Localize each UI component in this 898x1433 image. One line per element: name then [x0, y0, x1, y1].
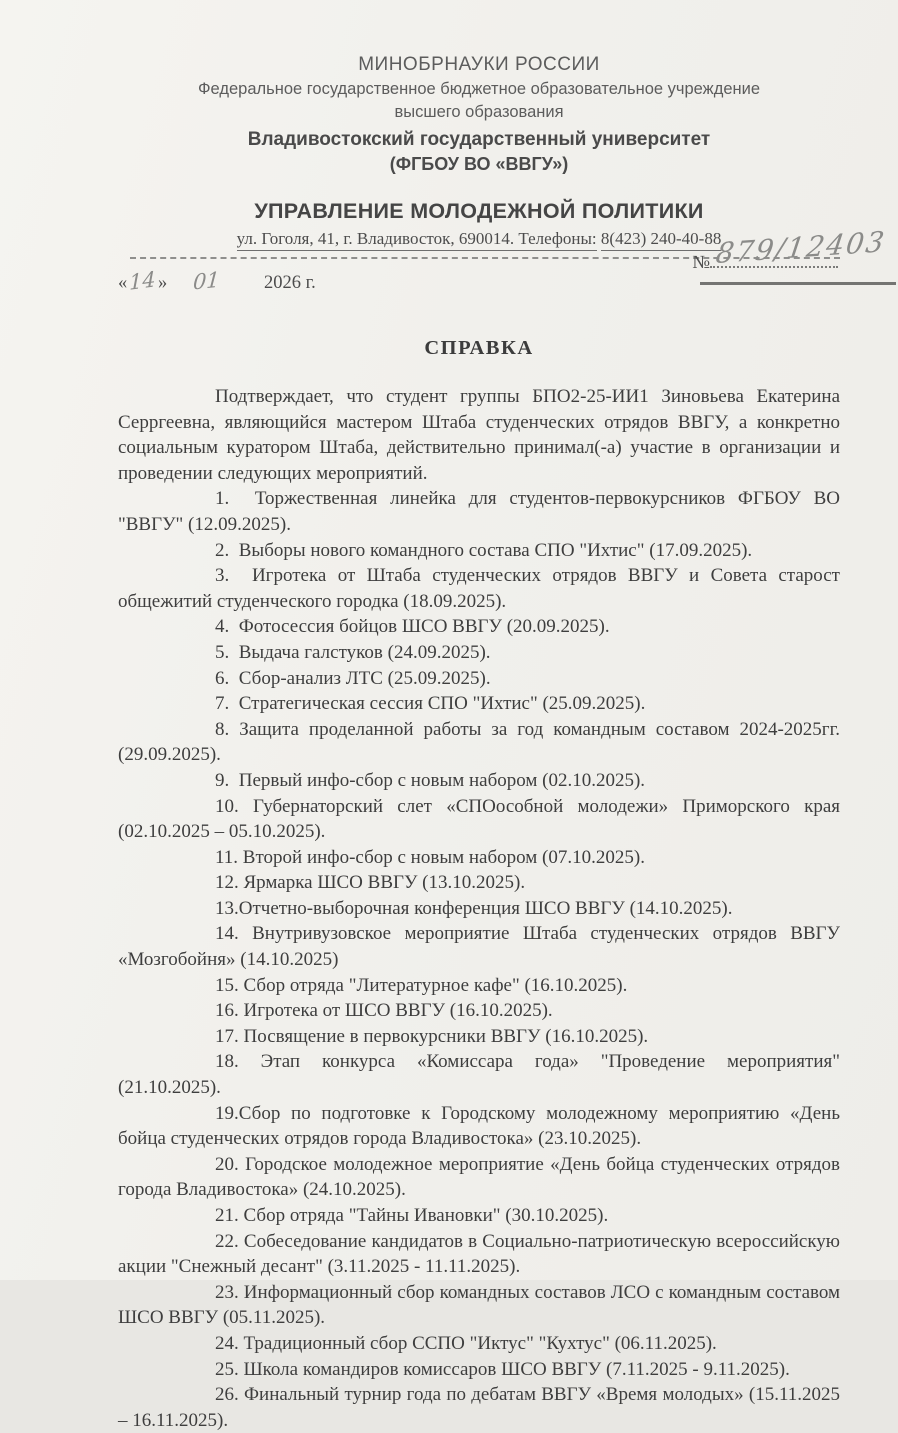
list-item: 10. Губернаторский слет «СПОособной молодежи» Приморского края (02.10.2025 – 05.10.2025). [118, 795, 840, 843]
org-line-1: Федеральное государственное бюджетное образовательное учреждение [197, 80, 761, 98]
year-label: 2026 г. [263, 273, 316, 293]
list-item: 8. Защита проделанной работы за год командным составом 2024-2025гг. (29.09.2025). [118, 718, 840, 766]
document-body [118, 384, 840, 1433]
handwritten-day: 14 [129, 267, 156, 295]
phone-number: 8(423) 240-40-88 [601, 229, 721, 251]
intro-paragraph: Подтверждает, что студент группы БПО2-25-ИИ1 Зиновьева Екатерина Серргеевна, являющийся мастером Штаба студенческих отрядов ВВГУ, а конкретно социальным куратором Штаба, действительно принимал(-а) участие в организации и проведении следующих мероприятий. [118, 386, 840, 484]
list-item: 3. Игротека от Штаба студенческих отрядов ВВГУ и Совета старост общежитий студенческого городка (18.09.2025). [118, 565, 840, 612]
list-item: 9. Первый инфо-сбор с новым набором (02.10.2025). [215, 769, 646, 791]
document-number-field [692, 224, 889, 274]
list-item: 23. Информационный сбор командных составов ЛСО с командным составом ШСО ВВГУ (05.11.2025). [118, 1281, 840, 1329]
list-item: 21. Сбор отряда "Тайны Ивановки" (30.10.2025). [215, 1205, 609, 1226]
list-item: 15. Сбор отряда "Литературное кафе" (16.10.2025). [215, 974, 628, 996]
handwritten-month: 01 [192, 267, 221, 295]
list-item: 1. Торжественная линейка для студентов-первокурсников ФГБОУ ВО "ВВГУ" (12.09.2025). [118, 488, 840, 535]
address-text: ул. Гоголя, 41, г. Владивосток, 690014. Телефоны: [237, 229, 597, 251]
ministry-line: МИНОБРНАУКИ РОССИИ [358, 54, 600, 75]
list-item: 6. Сбор-анализ ЛТС (25.09.2025). [215, 667, 491, 689]
date-quote-close: » [157, 273, 168, 293]
letterhead [118, 52, 840, 251]
date-field [118, 267, 316, 294]
list-item: 25. Школа командиров комиссаров ШСО ВВГУ (7.11.2025 - 9.11.2025). [215, 1358, 790, 1380]
list-item: 13.Отчетно-выборочная конференция ШСО ВВГУ (14.10.2025). [215, 897, 733, 919]
org-line-2: высшего образования [394, 103, 564, 121]
date-quote-open: « [118, 273, 128, 293]
list-item: 18. Этап конкурса «Комиссара года» "Проведение мероприятия" (21.10.2025). [118, 1051, 840, 1099]
events-list [118, 486, 840, 1433]
list-item: 16. Игротека от ШСО ВВГУ (16.10.2025). [215, 1000, 553, 1022]
list-item: 20. Городское молодежное мероприятие «День бойца студенческих отрядов города Владивостока» (24.10.2025). [118, 1153, 840, 1201]
number-label: № [692, 253, 710, 273]
department-name: УПРАВЛЕНИЕ МОЛОДЕЖНОЙ ПОЛИТИКИ [254, 199, 704, 223]
list-item: 26. Финальный турнир года по дебатам ВВГУ «Время молодых» (15.11.2025 – 16.11.2025). [118, 1384, 840, 1431]
list-item: 24. Традиционный сбор ССПО "Иктус" "Кухтус" (06.11.2025). [215, 1332, 717, 1354]
list-item: 7. Стратегическая сессия СПО "Ихтис" (25.09.2025). [215, 693, 646, 715]
number-underline [700, 279, 896, 285]
list-item: 19.Сбор по подготовке к Городскому молодежному мероприятию «День бойца студенческих отрядов города Владивостока» (23.10.2025). [118, 1102, 840, 1150]
list-item: 22. Собеседование кандидатов в Социально-патриотическую всероссийскую акции "Снежный десант" (3.11.2025 - 11.11.2025). [118, 1230, 840, 1278]
list-item: 11. Второй инфо-сбор с новым набором (07.10.2025). [215, 846, 645, 868]
list-item: 14. Внутривузовское мероприятие Штаба студенческих отрядов ВВГУ «Мозгобойня» (14.10.2025) [118, 923, 840, 971]
list-item: 17. Посвящение в первокурсники ВВГУ (16.10.2025). [215, 1025, 649, 1047]
document-title: СПРАВКА [424, 337, 534, 359]
handwritten-number: 879/12403 [714, 224, 889, 271]
university-name: Владивостокский государственный университет [247, 129, 711, 150]
list-item: 2. Выборы нового командного состава СПО "Ихтис" (17.09.2025). [215, 539, 753, 561]
list-item: 5. Выдача галстуков (24.09.2025). [215, 641, 491, 663]
list-item: 12. Ярмарка ШСО ВВГУ (13.10.2025). [215, 872, 526, 894]
university-abbreviation: (ФГБОУ ВО «ВВГУ») [389, 154, 569, 174]
list-item: 4. Фотосессия бойцов ШСО ВВГУ (20.09.2025). [215, 616, 610, 638]
